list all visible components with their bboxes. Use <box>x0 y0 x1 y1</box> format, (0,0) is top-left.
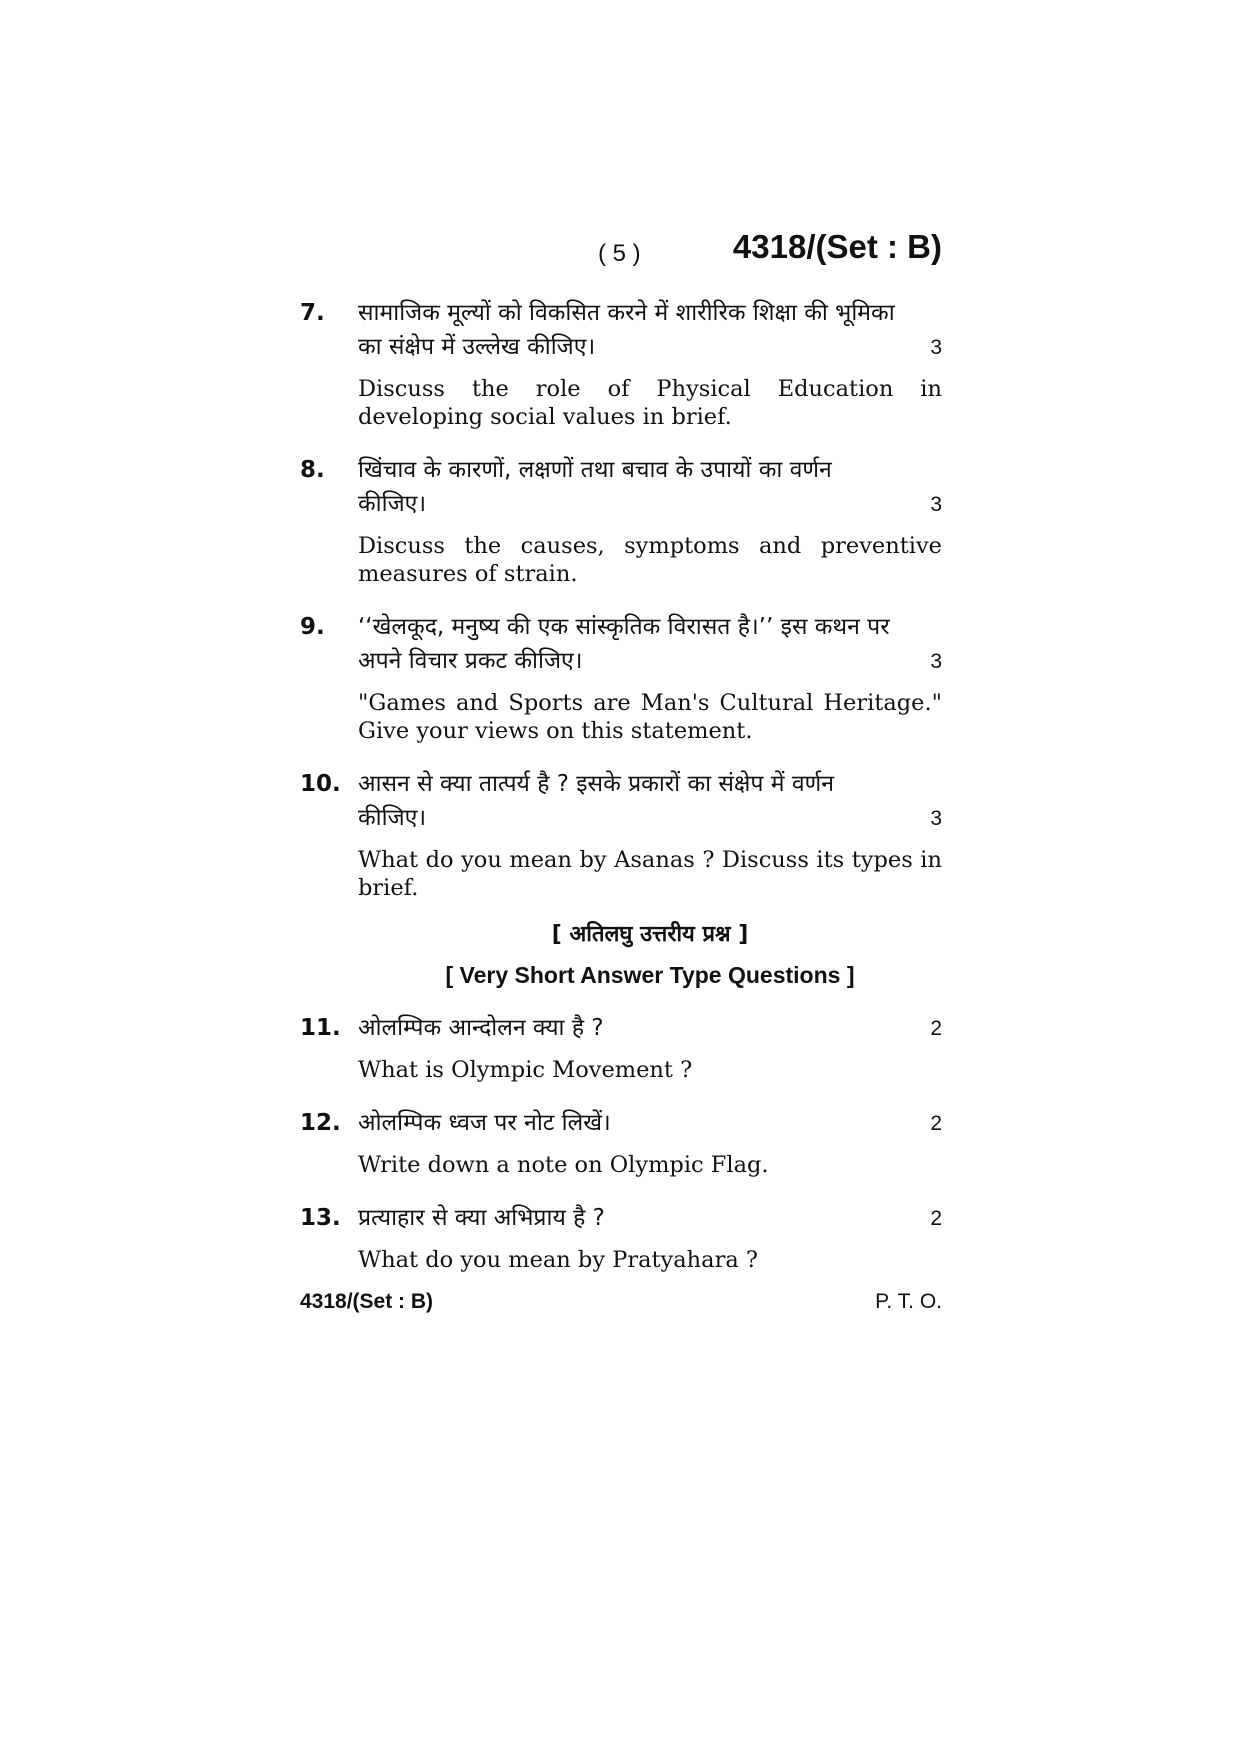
question-hindi: ओलम्पिक आन्दोलन क्या है ? <box>358 1015 604 1041</box>
question-marks: 2 <box>930 1207 942 1230</box>
question-hindi-line2: का संक्षेप में उल्लेख कीजिए। <box>358 334 596 360</box>
page-turn-note: P. T. O. <box>875 1290 942 1313</box>
question-hindi-row <box>358 1011 942 1046</box>
question-number: 11. <box>300 1015 341 1041</box>
question-hindi-row <box>358 487 942 522</box>
question-number: 10. <box>300 771 341 797</box>
footer-paper-code: 4318/(Set : B) <box>300 1290 434 1313</box>
question-hindi-row <box>358 801 942 836</box>
question-hindi-row <box>358 1106 942 1141</box>
question-english: What do you mean by Asanas ? Discuss its types in brief. <box>358 847 942 901</box>
question-marks: 2 <box>930 1017 942 1040</box>
question-7 <box>300 296 942 431</box>
question-marks: 3 <box>930 807 942 830</box>
question-number: 8. <box>300 457 325 483</box>
page-header <box>300 226 942 276</box>
question-hindi-row <box>358 644 942 679</box>
question-english: "Games and Sports are Man's Cultural Heritage." Give your views on this statement. <box>358 690 942 744</box>
question-english: Write down a note on Olympic Flag. <box>358 1152 769 1178</box>
question-number: 7. <box>300 300 325 326</box>
paper-code: 4318/(Set : B) <box>732 228 942 265</box>
question-hindi-row <box>358 330 942 365</box>
question-hindi-line2: कीजिए। <box>358 805 427 831</box>
question-hindi-line1: ‘‘खेलकूद, मनुष्य की एक सांस्कृतिक विरासत है।’’ इस कथन पर <box>358 614 890 640</box>
section-heading-english: [ Very Short Answer Type Questions ] <box>445 962 855 988</box>
question-english: Discuss the causes, symptoms and preventive measures of strain. <box>358 533 942 587</box>
question-hindi-line2: अपने विचार प्रकट कीजिए। <box>358 648 583 674</box>
question-12 <box>300 1106 942 1179</box>
question-hindi-line1: सामाजिक मूल्यों को विकसित करने में शारीरिक शिक्षा की भूमिका <box>358 300 895 326</box>
question-marks: 3 <box>930 493 942 516</box>
question-hindi: ओलम्पिक ध्वज पर नोट लिखें। <box>358 1110 611 1136</box>
question-13 <box>300 1201 942 1274</box>
page-number: ( 5 ) <box>598 240 641 267</box>
question-8 <box>300 453 942 588</box>
question-hindi-row <box>358 1201 942 1236</box>
question-english: What is Olympic Movement ? <box>358 1057 693 1083</box>
question-marks: 2 <box>930 1112 942 1135</box>
question-english: What do you mean by Pratyahara ? <box>358 1247 758 1273</box>
question-hindi-line2: कीजिए। <box>358 491 427 517</box>
question-9 <box>300 610 942 745</box>
question-10 <box>300 767 942 902</box>
page-footer <box>300 1290 942 1314</box>
question-hindi: प्रत्याहार से क्या अभिप्राय है ? <box>358 1205 605 1231</box>
question-english: Discuss the role of Physical Education in developing social values in brief. <box>358 376 942 430</box>
question-number: 9. <box>300 614 325 640</box>
question-hindi-line1: खिंचाव के कारणों, लक्षणों तथा बचाव के उपायों का वर्णन <box>358 457 832 483</box>
question-hindi-line1: आसन से क्या तात्पर्य है ? इसके प्रकारों का संक्षेप में वर्णन <box>358 771 835 797</box>
exam-page <box>300 226 942 1314</box>
question-number: 13. <box>300 1205 341 1231</box>
question-11 <box>300 1011 942 1084</box>
section-heading-hindi: [ अतिलघु उत्तरीय प्रश्न ] <box>551 922 749 947</box>
question-marks: 3 <box>930 650 942 673</box>
question-marks: 3 <box>930 336 942 359</box>
question-number: 12. <box>300 1110 341 1136</box>
